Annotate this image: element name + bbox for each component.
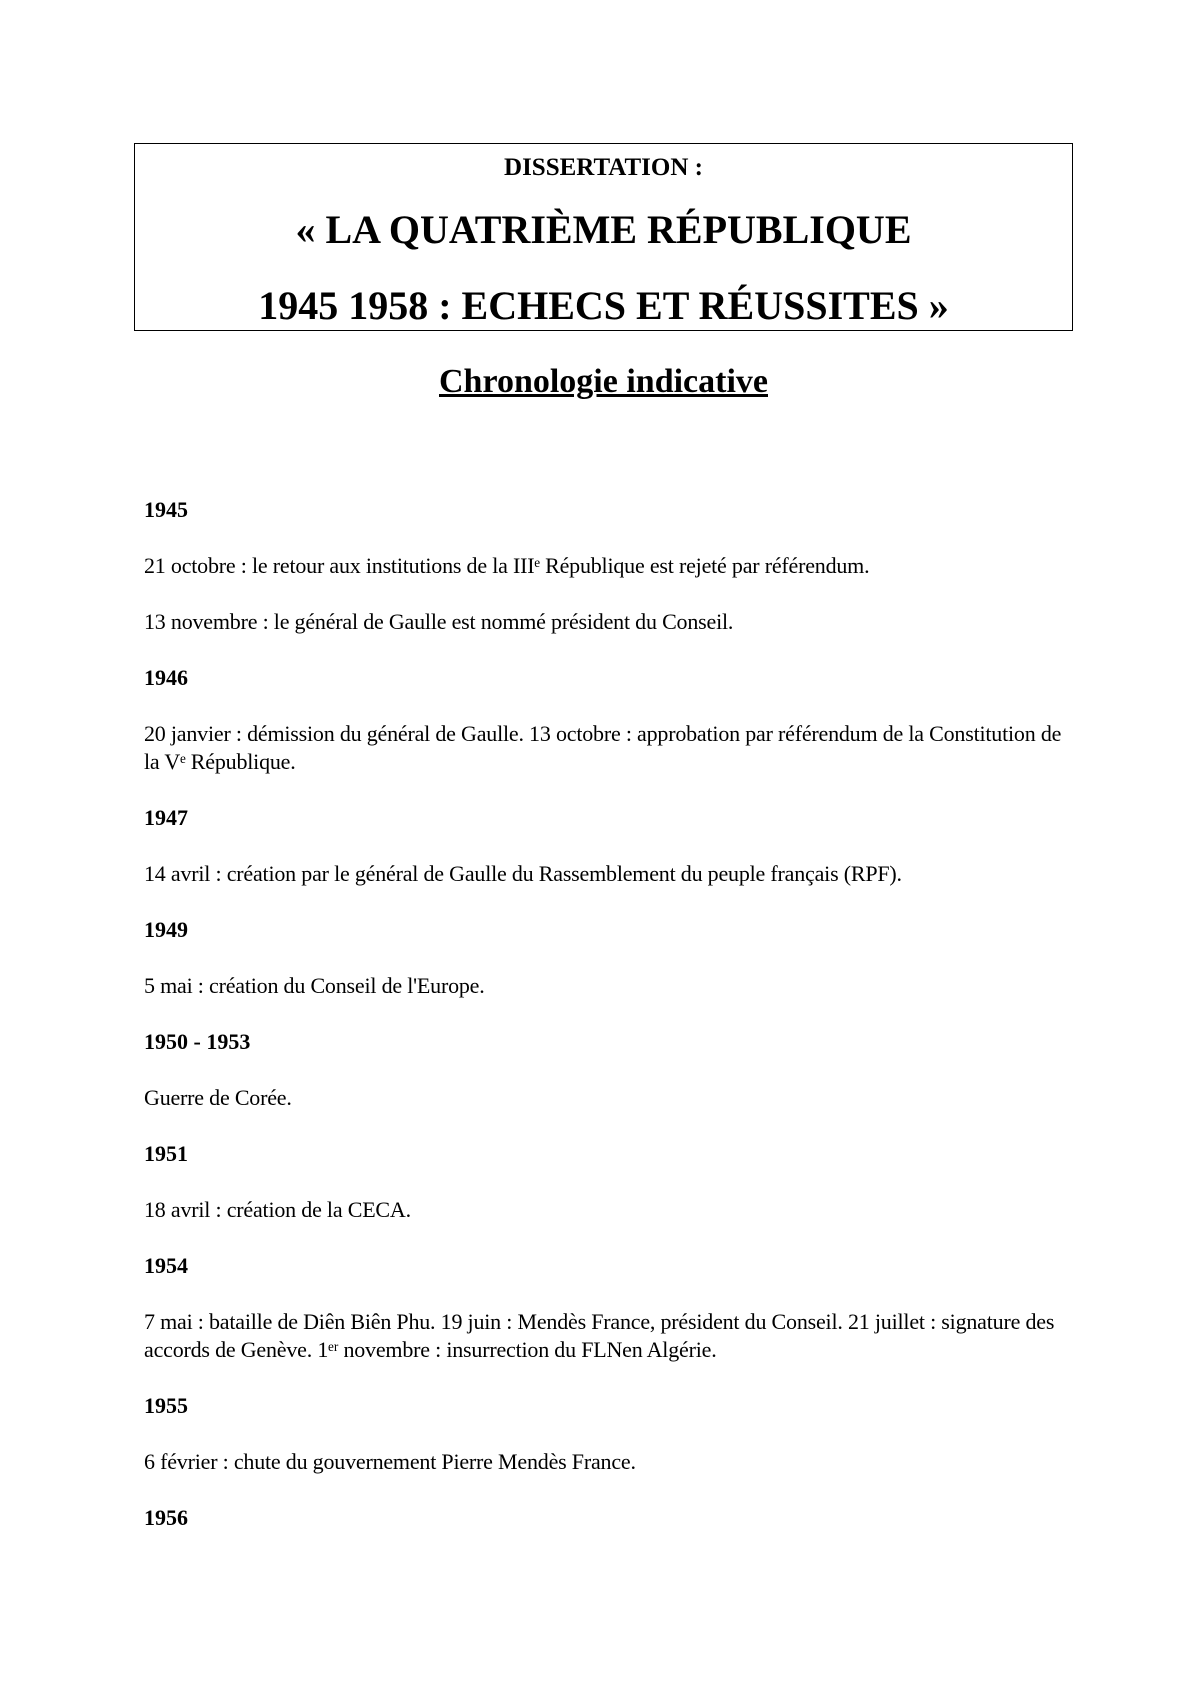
spacer <box>144 776 1064 804</box>
spacer <box>144 636 1064 664</box>
timeline-year: 1945 <box>144 497 188 522</box>
timeline-year: 1947 <box>144 805 188 830</box>
spacer <box>144 1420 1064 1448</box>
subtitle: Chronologie indicative <box>439 363 768 400</box>
timeline-year: 1951 <box>144 1141 188 1166</box>
spacer <box>144 580 1064 608</box>
spacer <box>144 1532 1064 1560</box>
timeline <box>144 496 1064 1560</box>
spacer <box>144 1168 1064 1196</box>
timeline-event: 18 avril : création de la CECA. <box>144 1197 411 1222</box>
spacer <box>144 888 1064 916</box>
timeline-event: 7 mai : bataille de Diên Biên Phu. 19 juin : Mendès France, président du Conseil. 21 juillet : signature des accords de Genève. 1ᵉʳ novembre : insurrection du FLNen Algérie. <box>144 1309 1055 1362</box>
spacer <box>144 944 1064 972</box>
timeline-event: Guerre de Corée. <box>144 1085 292 1110</box>
timeline-event: 13 novembre : le général de Gaulle est nommé président du Conseil. <box>144 609 734 634</box>
timeline-event: 6 février : chute du gouvernement Pierre Mendès France. <box>144 1449 636 1474</box>
title-line-1: « LA QUATRIÈME RÉPUBLIQUE <box>295 207 912 252</box>
dissertation-label: DISSERTATION : <box>504 154 703 181</box>
spacer <box>144 1056 1064 1084</box>
timeline-event: 5 mai : création du Conseil de l'Europe. <box>144 973 485 998</box>
spacer <box>144 1224 1064 1252</box>
title-line-2: 1945 1958 : ECHECS ET RÉUSSITES » <box>258 283 949 328</box>
timeline-year: 1946 <box>144 665 188 690</box>
spacer <box>144 1000 1064 1028</box>
spacer <box>144 832 1064 860</box>
spacer <box>144 1280 1064 1308</box>
timeline-year: 1954 <box>144 1253 188 1278</box>
spacer <box>144 1476 1064 1504</box>
spacer <box>144 524 1064 552</box>
timeline-event: 20 janvier : démission du général de Gaulle. 13 octobre : approbation par référendum de la Constitution de la Vᵉ République. <box>144 721 1062 774</box>
timeline-year: 1956 <box>144 1505 188 1530</box>
spacer <box>144 1364 1064 1392</box>
timeline-event: 14 avril : création par le général de Gaulle du Rassemblement du peuple français (RPF). <box>144 861 902 886</box>
spacer <box>144 692 1064 720</box>
timeline-year: 1955 <box>144 1393 188 1418</box>
spacer <box>144 1112 1064 1140</box>
timeline-year: 1950 - 1953 <box>144 1029 251 1054</box>
timeline-year: 1949 <box>144 917 188 942</box>
timeline-event: 21 octobre : le retour aux institutions de la IIIᵉ République est rejeté par référendum. <box>144 553 870 578</box>
